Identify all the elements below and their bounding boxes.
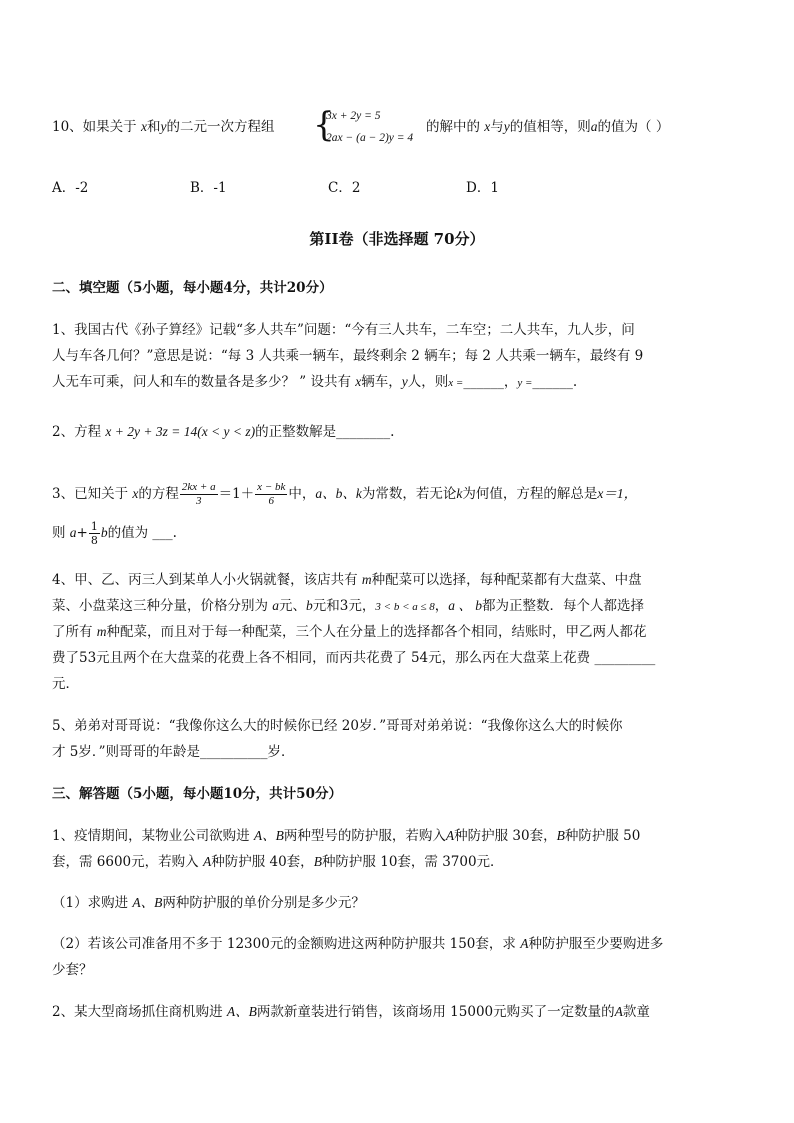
solve-2-line-1 [52, 1002, 650, 1022]
option-b: B．-1 [190, 180, 227, 196]
vars-ab: A、B [226, 1004, 257, 1019]
s1-text: 种防护服 30套， [454, 828, 557, 844]
var-b: B [313, 854, 322, 869]
f3-text: 的方程 [138, 486, 179, 502]
fill-5-line-1: 5、弟弟对哥哥说：“我像你这么大的时候你已经 20岁．”哥哥对弟弟说：“我像你这么大的时候你 [52, 718, 623, 734]
answer-blank: ______. [532, 374, 578, 390]
var-a: a [272, 598, 280, 613]
s2-text: 款童 [622, 1004, 650, 1020]
q10-text: 10、如果关于 [52, 119, 137, 135]
f3-text: + [76, 525, 88, 541]
q10-text: 和 [146, 119, 161, 135]
q10-text: 的值相等，则 [509, 119, 591, 135]
fill-4-line-1 [52, 570, 642, 590]
s1-text: 1、疫情期间，某物业公司欲购进 [52, 828, 250, 844]
q10-text: 的解中的 [426, 119, 480, 135]
fill-1-line-1: 1、我国古代《孙子算经》记载“多人共车”问题：“今有三人共车，二车空；二人共车，九人步，问 [52, 322, 635, 338]
fill-4-line-5: 元． [52, 676, 79, 692]
f3-text: 中， [288, 486, 316, 502]
f1-text: 人无车可乘，问人和车的数量各是多少？ ” 设共有 [52, 374, 351, 390]
var-b: b [306, 598, 313, 613]
var-y: y [160, 119, 167, 134]
numerator: 2kx + a [181, 481, 216, 493]
fraction-1 [180, 481, 218, 508]
system-brace: { [313, 105, 335, 145]
var-a: a [590, 119, 598, 134]
equation-2: 2ax − (a − 2)y = 4 [326, 132, 414, 144]
s1-text: 种防护服 50 [564, 828, 641, 844]
numerator: x − bk [257, 481, 286, 493]
fraction-3 [89, 520, 100, 547]
f4-text: 种配菜，而且对于每一种配菜，三个人在分量上的选择都各个相同，结账时，甲乙两人都花 [106, 624, 647, 640]
section-3-header: 三、解答题（5小题，每小题10分，共计50分） [52, 786, 342, 802]
f4-text: 了所有 [52, 624, 93, 640]
var-y: y [401, 374, 408, 389]
var-x: x [484, 119, 491, 134]
var-x: x [355, 374, 362, 389]
var-x: x [132, 486, 139, 501]
q10-text: 的值为（ ） [597, 119, 670, 135]
fill-4-line-3 [52, 622, 647, 642]
var-a: a [69, 525, 77, 540]
s1-text: 两种防护服的单价分别是多少元？ [162, 895, 365, 911]
denominator: 3 [195, 495, 202, 507]
equation: x + 2y + 3z = 14(x < y < z) [105, 424, 256, 439]
f4-text: 菜、小盘菜这三种分量，价格分别为 [52, 598, 268, 614]
solve-1-line-1 [52, 826, 640, 846]
solve-1-line-2 [52, 852, 504, 872]
section-2-header: 二、填空题（5小题，每小题4分，共计20分） [52, 280, 333, 296]
vars-ab: A、B [253, 828, 284, 843]
f4-text: 4、甲、乙、丙三人到某单人小火锅就餐，该店共有 [52, 572, 358, 588]
constants: a、b、k [315, 486, 362, 501]
f1-text: 人，则 [407, 374, 449, 390]
part-2-title: 第II卷（非选择题 70分） [309, 230, 485, 248]
var-b: b [100, 525, 108, 540]
s1-text: 种防护服 40套， [211, 854, 314, 870]
var-a: A [520, 936, 529, 951]
f3-text: 则 [52, 525, 66, 541]
option-c: C．2 [328, 180, 361, 196]
f3-text: 为何值，方程的解总是 [462, 486, 598, 502]
s2-text: 两款新童装进行销售，该商场用 15000元购买了一定数量的 [256, 1004, 615, 1020]
vars-ab: A、B [132, 895, 163, 910]
fill-1-line-2: 人与车各几何？”意思是说：“每 3 人共乘一辆车，最终剩余 2 辆车；每 2 人共乘一辆车，最终有 9 [52, 348, 644, 364]
denominator: 6 [268, 495, 275, 507]
f4-text: 元和3元， [312, 598, 376, 614]
s1-text: （2）若该公司准备用不多于 12300元的金额购进这两种防护服共 150套，求 [52, 936, 516, 952]
var-k: k [456, 486, 463, 501]
question-10 [52, 117, 274, 137]
s1-text: 种防护服至少要购进多 [528, 936, 664, 952]
s1-text: （1）求购进 [52, 895, 129, 911]
f1-text: 辆车， [361, 374, 402, 390]
f2-text: 2、方程 [52, 424, 102, 440]
fill-3-line-1 [52, 481, 637, 508]
s1-text: 套，需 6600元，若购入 [52, 854, 199, 870]
q10-text: 的二元一次方程组 [166, 119, 275, 135]
var-a: A [614, 1004, 623, 1019]
answer-blank: ______， [463, 374, 518, 390]
fill-3-line-2 [52, 520, 177, 547]
var-b: B [556, 828, 565, 843]
var-m: m [361, 572, 372, 587]
s1-text: 种防护服 10套，需 3700元． [321, 854, 504, 870]
f3-text: 的值为 ___. [107, 525, 177, 541]
f3-text: 为常数，若无论 [361, 486, 457, 502]
s2-text: 2、某大型商场抓住商机购进 [52, 1004, 223, 1020]
solve-1-part-2 [52, 934, 663, 954]
var-a: A [202, 854, 212, 869]
numerator: 1 [90, 520, 98, 533]
equation-1: 3x + 2y = 5 [326, 110, 381, 122]
f4-text: 元、 [279, 598, 307, 614]
q10-text: 与 [490, 119, 504, 135]
fill-4-line-2 [52, 596, 644, 617]
var-y: y [503, 119, 510, 134]
denominator: 8 [90, 534, 98, 547]
s1-text: 两种型号的防护服，若购入 [283, 828, 446, 844]
var-y-eq: y = [517, 377, 533, 389]
f4-text: ， [434, 598, 449, 614]
option-d: D．1 [466, 180, 499, 196]
option-a: A．-2 [52, 180, 89, 196]
f3-text: ＝1＋ [218, 486, 255, 502]
fill-5-line-2: 才 5岁．”则哥哥的年龄是__________岁． [52, 744, 295, 760]
f3-text: 3、已知关于 [52, 486, 129, 502]
fill-1-line-3 [52, 372, 577, 393]
f4-text: 都为正整数．每个人都选择 [482, 598, 645, 614]
fill-2 [52, 422, 394, 442]
var-x: x [140, 119, 147, 134]
fraction-2 [255, 481, 287, 508]
var-a: A [445, 828, 455, 843]
fill-4-line-4: 费了53元且两个在大盘菜的花费上各不相同，而丙共花费了 54元，那么丙在大盘菜上花费 _________ [52, 650, 656, 666]
question-10-tail [426, 117, 669, 137]
f2-text: 的正整数解是________. [255, 424, 395, 440]
var-m: m [96, 624, 107, 639]
solution: x＝1， [597, 486, 638, 501]
vars-ab: a 、 b [448, 598, 483, 613]
solve-1-part-1 [52, 893, 365, 913]
inequality: 3 < b < a ≤ 8 [375, 601, 435, 613]
var-x-eq: x = [448, 377, 464, 389]
solve-1-part-2-cont: 少套？ [52, 962, 93, 978]
f4-text: 种配菜可以选择，每种配菜都有大盘菜、中盘 [371, 572, 642, 588]
